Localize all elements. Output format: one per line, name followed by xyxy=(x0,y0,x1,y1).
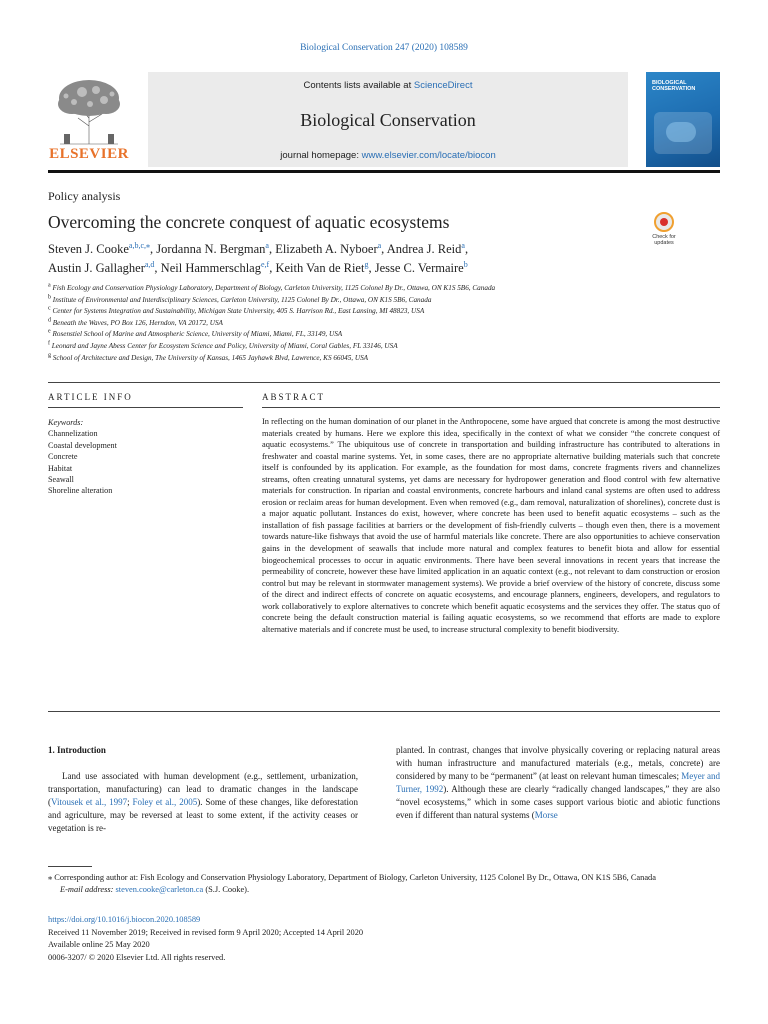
citation-link[interactable]: Meyer and Turner, 1992 xyxy=(396,771,720,795)
journal-homepage xyxy=(148,150,628,161)
author-name[interactable]: Elizabeth A. Nyboer xyxy=(275,242,378,256)
sciencedirect-link[interactable]: ScienceDirect xyxy=(413,80,473,91)
journal-cover-image[interactable] xyxy=(646,72,720,167)
corresponding-author-text: ⁎ Corresponding author at: Fish Ecology and Conservation Physiology Laboratory, Department of Biology, Carleton University, 1125 Colonel By Dr., Ottawa, ON K1S 5B6, Canada xyxy=(48,873,656,882)
email-line: E-mail address: steven.cooke@carleton.ca (S.J. Cooke). xyxy=(60,884,250,894)
citation-link[interactable]: Vitousek et al., 1997 xyxy=(51,797,128,808)
author-name[interactable]: Jordanna N. Bergman xyxy=(156,242,266,256)
author-name[interactable]: Jesse C. Vermaire xyxy=(374,261,464,275)
available-online: Available online 25 May 2020 xyxy=(48,940,150,950)
abstract-end-rule xyxy=(48,711,720,712)
keyword: Habitat xyxy=(48,463,73,473)
journal-reference[interactable]: Biological Conservation 247 (2020) 108589 xyxy=(300,43,468,53)
article-type: Policy analysis xyxy=(48,189,121,203)
author-affiliation-marker[interactable]: a,d xyxy=(144,259,155,269)
affiliation: $^e$ Rosenstiel School of Marine and Atmospheric Science, University of Miami, Miami, FL, 33149, USA xyxy=(48,328,343,339)
homepage-prefix: journal homepage: xyxy=(280,150,362,161)
abstract-text: In reflecting on the human domination of our planet in the Anthropocene, some have argued that concrete is among the most destructive materials created by humans. Here we explore this idea, specifically in the context of what we consider “the concrete conquest of aquatic ecosystems.” The ubiquitous use of concrete in transportation and building infrastructure has contributed to alterations in freshwater and coastal marine systems. Yet, in some cases, there are no appropriate alternative building materials such that concrete itself is confounded by its application. For example, as the foundation for most dams, concrete fragments rivers and channelizes streams, often creating unnatural systems, yet dams are necessary for hydropower generation and flood control with few alternative materials for construction. In riparian and coastal environments, concrete harbours and inland canal systems are often used to address erosion or reclaim areas for human development. Even when removed (e.g., dam removal, naturalization of shorelines), concrete dust is a major aquatic pollutant. Instances do exist, however, where concrete has been used to benefit aquatic ecosystems – such as the installation of fish passage facilities at barriers or the development of fish-friendly culverts – though even then, there is a movement towards nature-like fishways that avoid the use of harmful materials like concrete. There are also opportunities to achieve conservation gains in the development of seawalls that include more natural and complex features to benefit biota and allow for essential biogeochemical processes to occur in aquatic environments. There have been several innovations in recent years that increase the permeability of concrete, however these have limited application in an aquatic context (e.g., not relevant to dam construction or erosion control but may be relevant in stormwater management systems). We provide a brief overview of the history of concrete, discuss some of the direct and indirect effects of concrete on aquatic ecosystems, and encourage planners, engineers, developers, and regulators to work collaboratively to explore alternatives to concrete which benefit aquatic ecosystems and the services they offer. The status quo of concrete being the default construction material is failing aquatic ecosystems, so we recommend that efforts are made to explore alternative materials and if concrete must be used, to increase structural complexity to benefit biodiversity. xyxy=(262,417,720,634)
body-column-right xyxy=(396,744,720,823)
elsevier-tree-icon xyxy=(52,74,126,146)
body-column-left xyxy=(48,744,358,836)
author-affiliation-marker[interactable]: a,b,c,⁎ xyxy=(128,240,151,250)
journal-title: Biological Conservation xyxy=(300,110,476,130)
author-name[interactable]: Keith Van de Riet xyxy=(275,261,365,275)
corresponding-author-footnote xyxy=(48,872,720,896)
author-affiliation-marker[interactable]: a xyxy=(265,240,269,250)
header-rule xyxy=(48,170,720,173)
copyright-line: 0006-3207/ © 2020 Elsevier Ltd. All rights reserved. xyxy=(48,952,226,962)
contents-prefix: Contents lists available at xyxy=(303,80,414,91)
received-dates: Received 11 November 2019; Received in revised form 9 April 2020; Accepted 14 April 2020 xyxy=(48,927,364,937)
article-title: Overcoming the concrete conquest of aquatic ecosystems xyxy=(48,212,450,232)
journal-header xyxy=(48,72,720,171)
affiliation: $^c$ Center for Systems Integration and Sustainability, Michigan State University, 405 S. Harrison Rd., East Lansing, MI 48823, USA xyxy=(48,305,425,316)
contents-line xyxy=(148,80,628,91)
elsevier-wordmark: ELSEVIER xyxy=(49,146,129,162)
abstract-heading: ABSTRACT xyxy=(262,392,326,402)
keyword: Coastal development xyxy=(48,440,117,450)
cover-graphic-detail xyxy=(666,122,696,142)
author-name[interactable]: Andrea J. Reid xyxy=(386,242,462,256)
author-name[interactable]: Austin J. Gallagher xyxy=(48,261,145,275)
keyword: Concrete xyxy=(48,452,78,462)
citation-link[interactable]: Foley et al., 2005 xyxy=(132,797,198,808)
author-list: Steven J. Cooke$^{a,b,c,⁎}$, Jordanna N. Bergman$^a$, Elizabeth A. Nyboer$^a$, Andrea J. Reid$^a$, Austin J. Gallagher$^{a,d}$, Neil Hammerschlag$^{e,f}$, Keith Van de Riet$^g$, Jesse C. Vermaire$^b$ xyxy=(48,240,469,275)
section-heading-introduction: 1. Introduction xyxy=(48,745,106,755)
article-metadata xyxy=(48,914,720,964)
elsevier-logo[interactable] xyxy=(48,72,130,167)
cover-title: BIOLOGICAL CONSERVATION xyxy=(652,80,696,93)
author-affiliation-marker[interactable]: a xyxy=(461,240,465,250)
affiliation: $^g$ School of Architecture and Design, The University of Kansas, 1465 Jayhawk Blvd, Lawrence, KS 66045, USA xyxy=(48,352,369,362)
affiliation: $^f$ Leonard and Jayne Abess Center for Ecosystem Science and Policy, University of Miami, Coral Gables, FL 33146, USA xyxy=(48,340,398,350)
body-paragraph: planted. In contrast, changes that involve physically covering or replacing natural areas with human infrastructure and manufactured materials (e.g., metals, concrete) are considered by many to be “permanent” (at least on relevant human timescales; Meyer and Turner, 1992). Although these are clearly “radically changed landscapes,” they are also “novel ecosystems,” which in some cases support various biotic and abiotic functions even if different than natural systems (Morse xyxy=(396,745,720,821)
affiliation: $^d$ Beneath the Waves, PO Box 126, Herndon, VA 20172, USA xyxy=(48,317,223,327)
footnote-rule xyxy=(48,866,92,867)
journal-masthead xyxy=(148,72,628,167)
keyword: Channelization xyxy=(48,429,98,439)
author-affiliation-marker[interactable]: g xyxy=(364,259,369,269)
author-name[interactable]: Neil Hammerschlag xyxy=(160,261,261,275)
homepage-link[interactable]: www.elsevier.com/locate/biocon xyxy=(361,150,496,161)
section-divider xyxy=(48,382,720,383)
article-info-heading: ARTICLE INFO xyxy=(48,392,133,402)
abstract-rule xyxy=(262,407,720,408)
check-for-updates-badge[interactable] xyxy=(648,210,680,248)
body-paragraph: Land use associated with human development (e.g., settlement, urbanization, transportation, manufacturing) can lead to dramatic changes in the landscape (Vitousek et al., 1997; Foley et al., 2005). Some of these changes, like deforestation and agriculture, may be reversed at least to some extent, if the activity ceases or vegetation is re- xyxy=(48,771,358,834)
keyword: Shoreline alteration xyxy=(48,486,113,496)
email-link[interactable]: steven.cooke@carleton.ca xyxy=(115,884,204,894)
keyword: Seawall xyxy=(48,475,74,485)
keywords-block xyxy=(48,417,117,497)
affiliation: $^a$ Fish Ecology and Conservation Physiology Laboratory, Department of Biology, Carleton University, 1125 Colonel By Dr., Ottawa, ON K1S 5B6, Canada xyxy=(48,282,496,292)
author-affiliation-marker[interactable]: b xyxy=(463,259,468,269)
author-affiliation-marker[interactable]: e,f xyxy=(260,259,270,269)
citation-link[interactable]: Morse xyxy=(534,810,558,821)
affiliation-list xyxy=(48,283,720,364)
check-updates-icon xyxy=(654,212,674,232)
author-affiliation-marker[interactable]: a xyxy=(377,240,382,250)
article-info-rule xyxy=(48,407,243,408)
affiliation: $^b$ Institute of Environmental and Interdisciplinary Sciences, Carleton University, 1125 Colonel By Dr., Ottawa, ON K1S 5B6, Canada xyxy=(48,294,432,304)
check-updates-label: Check for updates xyxy=(652,234,676,247)
keywords-label: Keywords: xyxy=(48,418,84,427)
doi-link[interactable]: https://doi.org/10.1016/j.biocon.2020.108589 xyxy=(48,915,201,924)
author-name[interactable]: Steven J. Cooke xyxy=(48,242,129,256)
